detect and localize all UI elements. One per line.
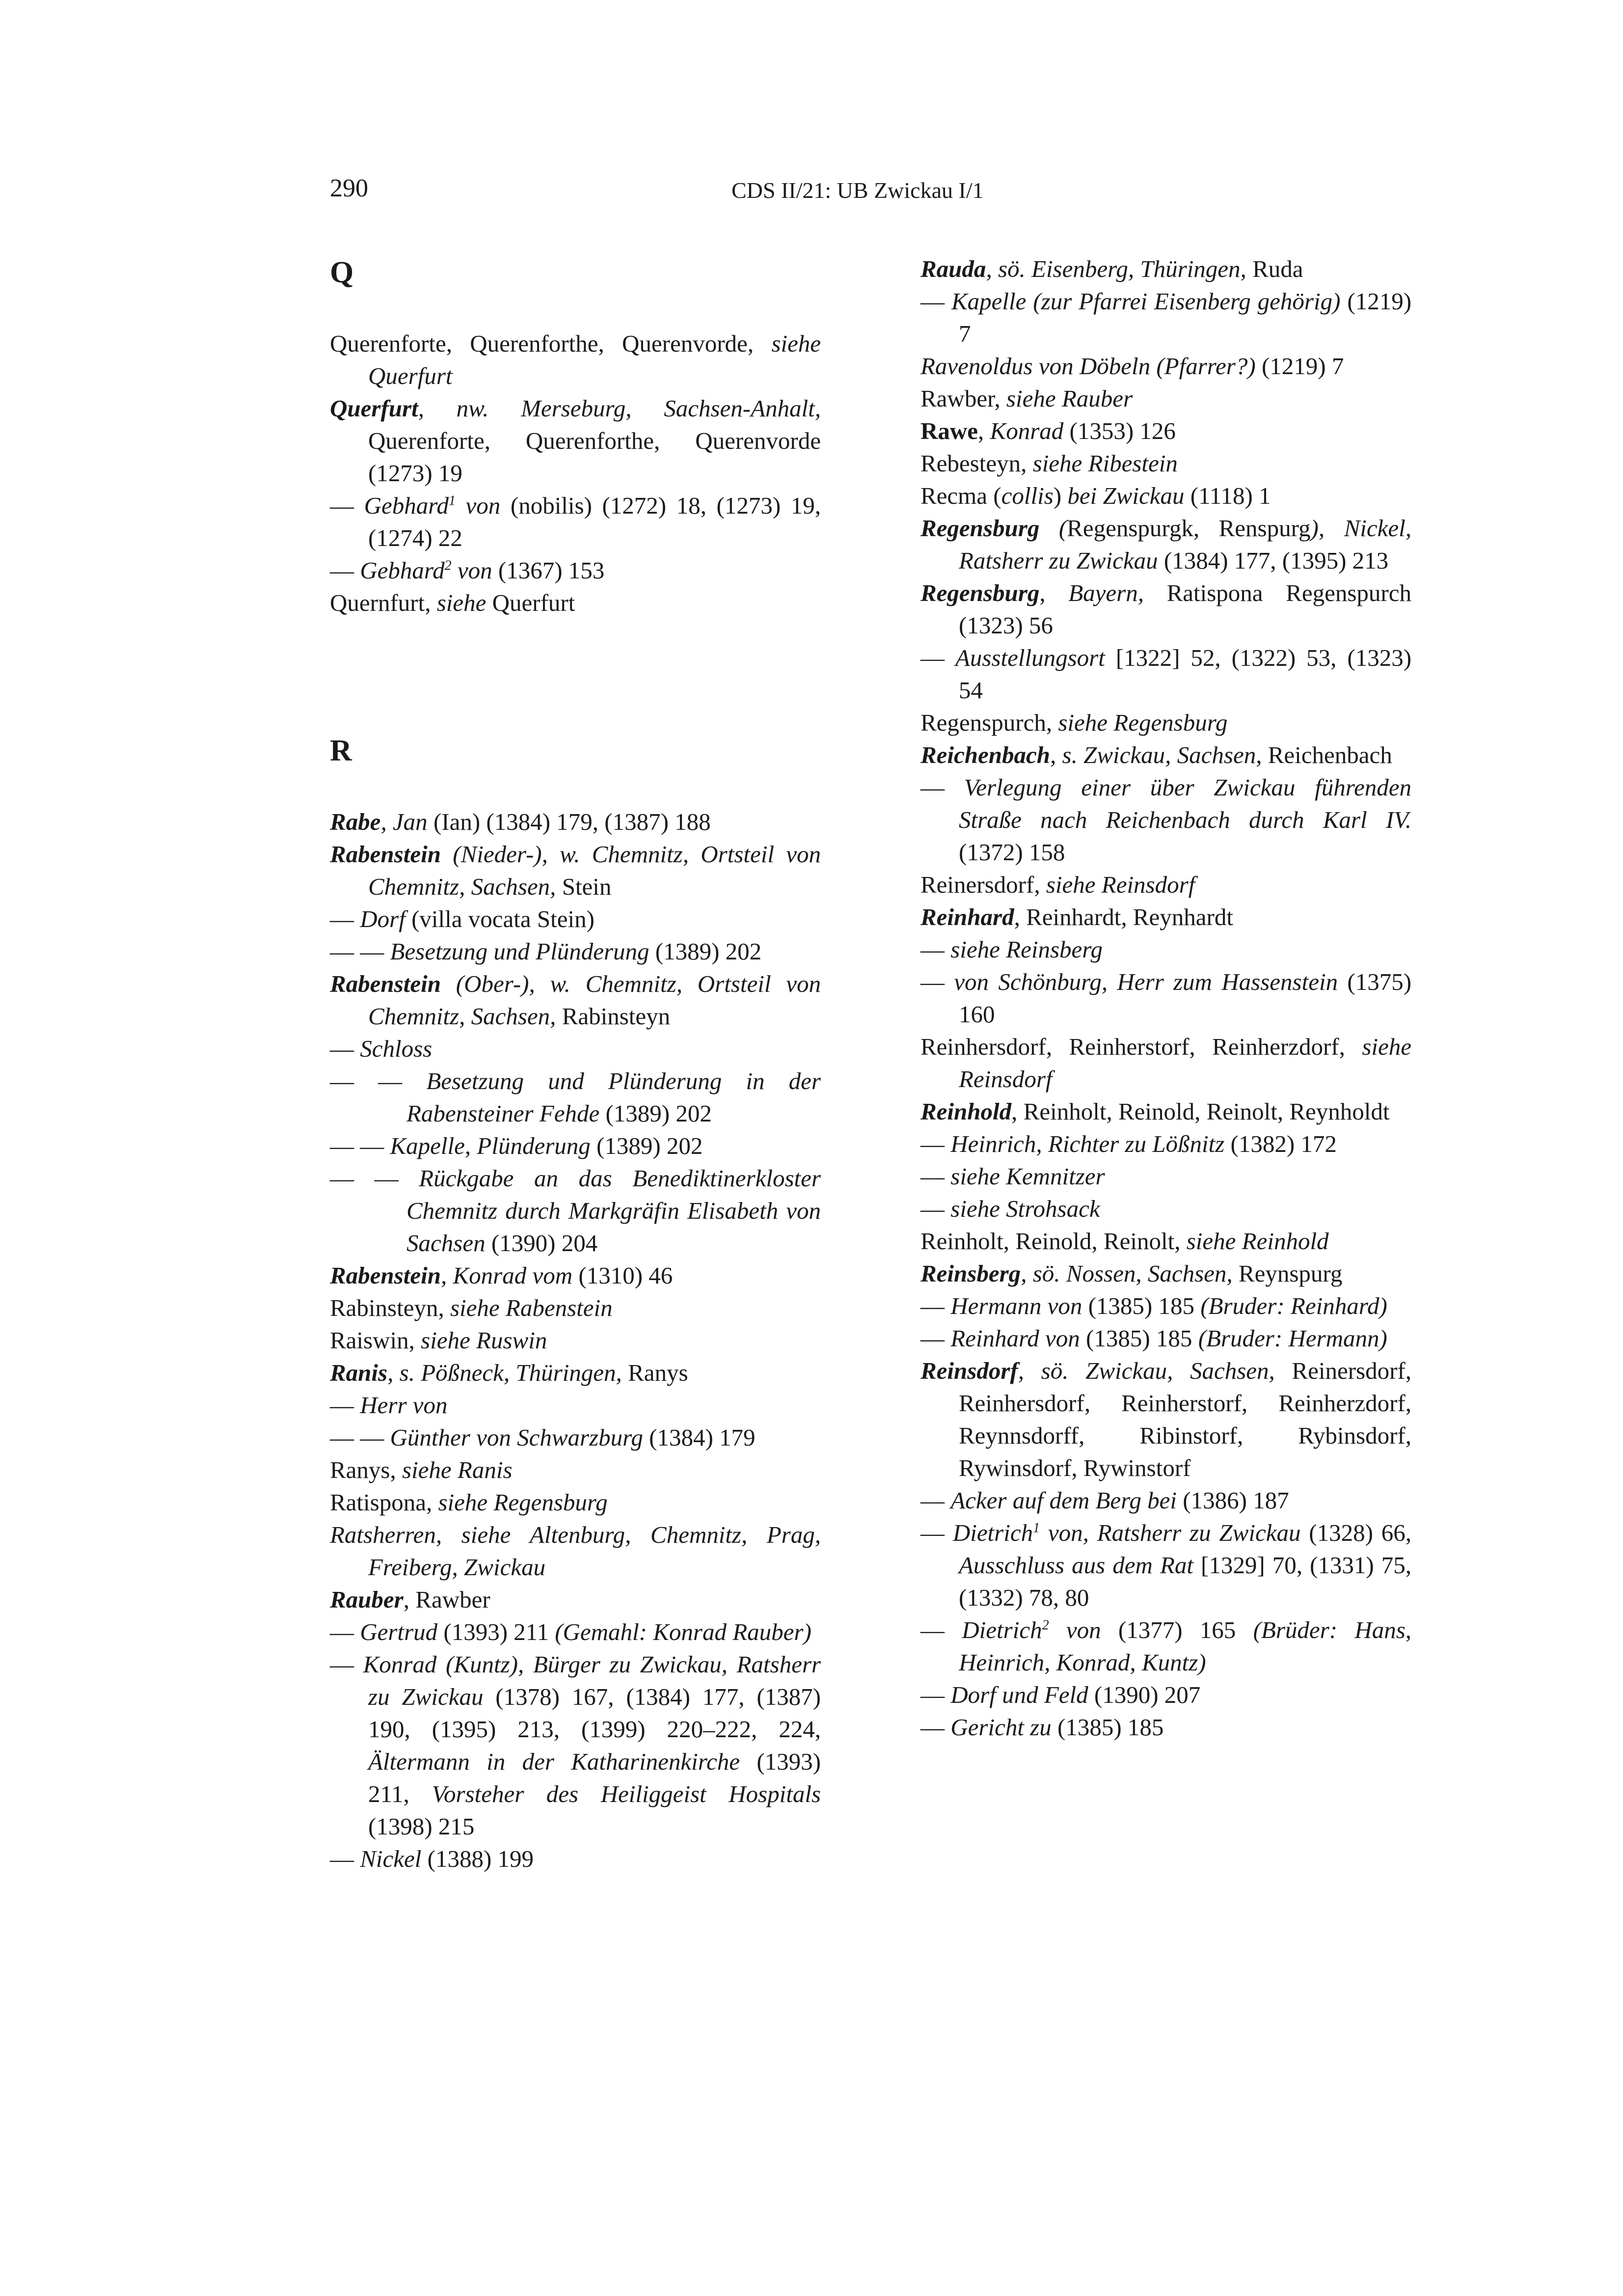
index-subentry: — — Besetzung und Plünderung (1389) 202: [330, 938, 762, 965]
index-entry: Raiswin, siehe Ruswin: [330, 1327, 547, 1354]
index-entry: Rabenstein (Ober-), w. Chemnitz, Ortsteil von Chemnitz, Sachsen, Rabinsteyn: [330, 970, 821, 1030]
index-subentry: — Gebhard$^2$ von (1367) 153: [330, 557, 605, 584]
index-entry: Ranis, s. Pößneck, Thüringen, Ranys: [330, 1359, 688, 1386]
index-subentry: — von Schönburg, Herr zum Hassenstein (1375) 160: [920, 968, 1412, 1028]
index-subentry: — siehe Reinsberg: [920, 936, 1103, 963]
index-entry: Reinhold, Reinholt, Reinold, Reinolt, Reynholdt: [920, 1098, 1390, 1125]
index-entry: Reichenbach, s. Zwickau, Sachsen, Reichenbach: [920, 741, 1392, 768]
index-entry: Reinholt, Reinold, Reinolt, siehe Reinhold: [920, 1228, 1329, 1255]
index-entries-q: [330, 328, 821, 619]
index-entry: Reinhard, Reinhardt, Reynhardt: [920, 903, 1233, 930]
index-subentry: — Herr von: [330, 1392, 448, 1419]
index-subentry: — Gertrud (1393) 211 (Gemahl: Konrad Rauber): [330, 1618, 812, 1645]
index-subentry: — Dietrich$^1$ von, Ratsherr zu Zwickau (1328) 66, Ausschluss aus dem Rat [1329] 70, (1331) 75, (1332) 78, 80: [920, 1519, 1411, 1611]
index-entry: Regensburg, Bayern, Ratispona Regenspurch (1323) 56: [920, 579, 1411, 639]
index-subentry: — Heinrich, Richter zu Lößnitz (1382) 172: [920, 1130, 1337, 1157]
index-entry: Querfurt, nw. Merseburg, Sachsen-Anhalt, Querenforte, Querenforthe, Querenvorde (1273) 19: [330, 395, 821, 487]
index-entry: Rawe, Konrad (1353) 126: [920, 417, 1176, 444]
index-subentry: — — Kapelle, Plünderung (1389) 202: [330, 1132, 703, 1159]
index-subentry: — — Rückgabe an das Benediktinerkloster Chemnitz durch Markgräfin Elisabeth von Sachsen (1390) 204: [330, 1165, 821, 1257]
index-entry: Rabenstein, Konrad vom (1310) 46: [330, 1262, 673, 1289]
index-entry: Rabinsteyn, siehe Rabenstein: [330, 1294, 613, 1321]
right-column: [920, 253, 1411, 1744]
index-subentry: — Gebhard$^1$ von (nobilis) (1272) 18, (1273) 19, (1274) 22: [330, 492, 821, 551]
index-entry: Rauda, sö. Eisenberg, Thüringen, Ruda: [920, 255, 1303, 282]
index-subentry: — siehe Strohsack: [920, 1195, 1100, 1222]
index-entry: Rabenstein (Nieder-), w. Chemnitz, Ortsteil von Chemnitz, Sachsen, Stein: [330, 841, 821, 900]
index-entry: Ratsherren, siehe Altenburg, Chemnitz, Prag, Freiberg, Zwickau: [330, 1521, 821, 1581]
index-entry: Querenforte, Querenforthe, Querenvorde, siehe Querfurt: [330, 330, 821, 389]
index-entry: Regensburg (Regenspurgk, Renspurg), Nickel, Ratsherr zu Zwickau (1384) 177, (1395) 213: [920, 515, 1411, 574]
index-subentry: — Reinhard von (1385) 185 (Bruder: Hermann): [920, 1325, 1387, 1352]
index-subentry: — siehe Kemnitzer: [920, 1163, 1105, 1190]
index-subentry: — Hermann von (1385) 185 (Bruder: Reinhard): [920, 1292, 1387, 1319]
index-entry: Ravenoldus von Döbeln (Pfarrer?) (1219) 7: [920, 353, 1344, 380]
index-entry: Rauber, Rawber: [330, 1586, 490, 1613]
index-subentry: — Gericht zu (1385) 185: [920, 1714, 1164, 1741]
index-subentry: — — Günther von Schwarzburg (1384) 179: [330, 1424, 756, 1451]
index-subentry: — Ausstellungsort [1322] 52, (1322) 53, (1323) 54: [920, 644, 1412, 704]
index-subentry: — Schloss: [330, 1035, 433, 1062]
index-entry: Reinhersdorf, Reinherstorf, Reinherzdorf, siehe Reinsdorf: [920, 1033, 1411, 1093]
section-letter-q: Q: [330, 256, 354, 289]
index-subentry: — Dietrich$^2$ von (1377) 165 (Brüder: Hans, Heinrich, Konrad, Kuntz): [920, 1616, 1412, 1676]
index-entry: Rabe, Jan (Ian) (1384) 179, (1387) 188: [330, 808, 711, 835]
index-entry: Regenspurch, siehe Regensburg: [920, 709, 1228, 736]
index-entries-r: [330, 806, 821, 1875]
index-entry: Quernfurt, siehe Querfurt: [330, 589, 575, 616]
index-entry: Reinersdorf, siehe Reinsdorf: [920, 871, 1195, 898]
section-letter-r: R: [330, 734, 352, 767]
index-subentry: — — Besetzung und Plünderung in der Rabensteiner Fehde (1389) 202: [330, 1067, 821, 1127]
index-entry: Recma (collis) bei Zwickau (1118) 1: [920, 482, 1271, 509]
page-number: 290: [330, 174, 368, 202]
left-column: [330, 253, 821, 1875]
index-subentry: — Konrad (Kuntz), Bürger zu Zwickau, Ratsherr zu Zwickau (1378) 167, (1384) 177, (1387) 190, (1395) 213, (1399) 220–222, 224, Ältermann in der Katharinenkirche (1393) 211, Vorsteher des Heiliggeist Hospitals (1398) 215: [330, 1651, 821, 1840]
index-entry: Reinsdorf, sö. Zwickau, Sachsen, Reinersdorf, Reinhersdorf, Reinherstorf, Reinherzdorf, Reynnsdorff, Ribinstorf, Rybinsdorf, Rywinsdorf, Rywinstorf: [920, 1357, 1411, 1481]
index-entry: Ranys, siehe Ranis: [330, 1456, 513, 1483]
index-entry: Rawber, siehe Rauber: [920, 385, 1133, 412]
index-subentry: — Dorf (villa vocata Stein): [330, 905, 595, 932]
index-subentry: — Acker auf dem Berg bei (1386) 187: [920, 1487, 1289, 1514]
index-subentry: — Nickel (1388) 199: [330, 1845, 534, 1872]
index-subentry: — Dorf und Feld (1390) 207: [920, 1681, 1201, 1708]
index-subentry: — Kapelle (zur Pfarrei Eisenberg gehörig) (1219) 7: [920, 288, 1412, 347]
index-entries-r-continued: [920, 253, 1411, 1744]
index-entry: Ratispona, siehe Regensburg: [330, 1489, 608, 1516]
index-subentry: — Verlegung einer über Zwickau führenden Straße nach Reichenbach durch Karl IV. (1372) 158: [920, 774, 1411, 866]
index-entry: Rebesteyn, siehe Ribestein: [920, 450, 1178, 477]
index-entry: Reinsberg, sö. Nossen, Sachsen, Reynspurg: [920, 1260, 1343, 1287]
running-title: CDS II/21: UB Zwickau I/1: [731, 178, 984, 203]
